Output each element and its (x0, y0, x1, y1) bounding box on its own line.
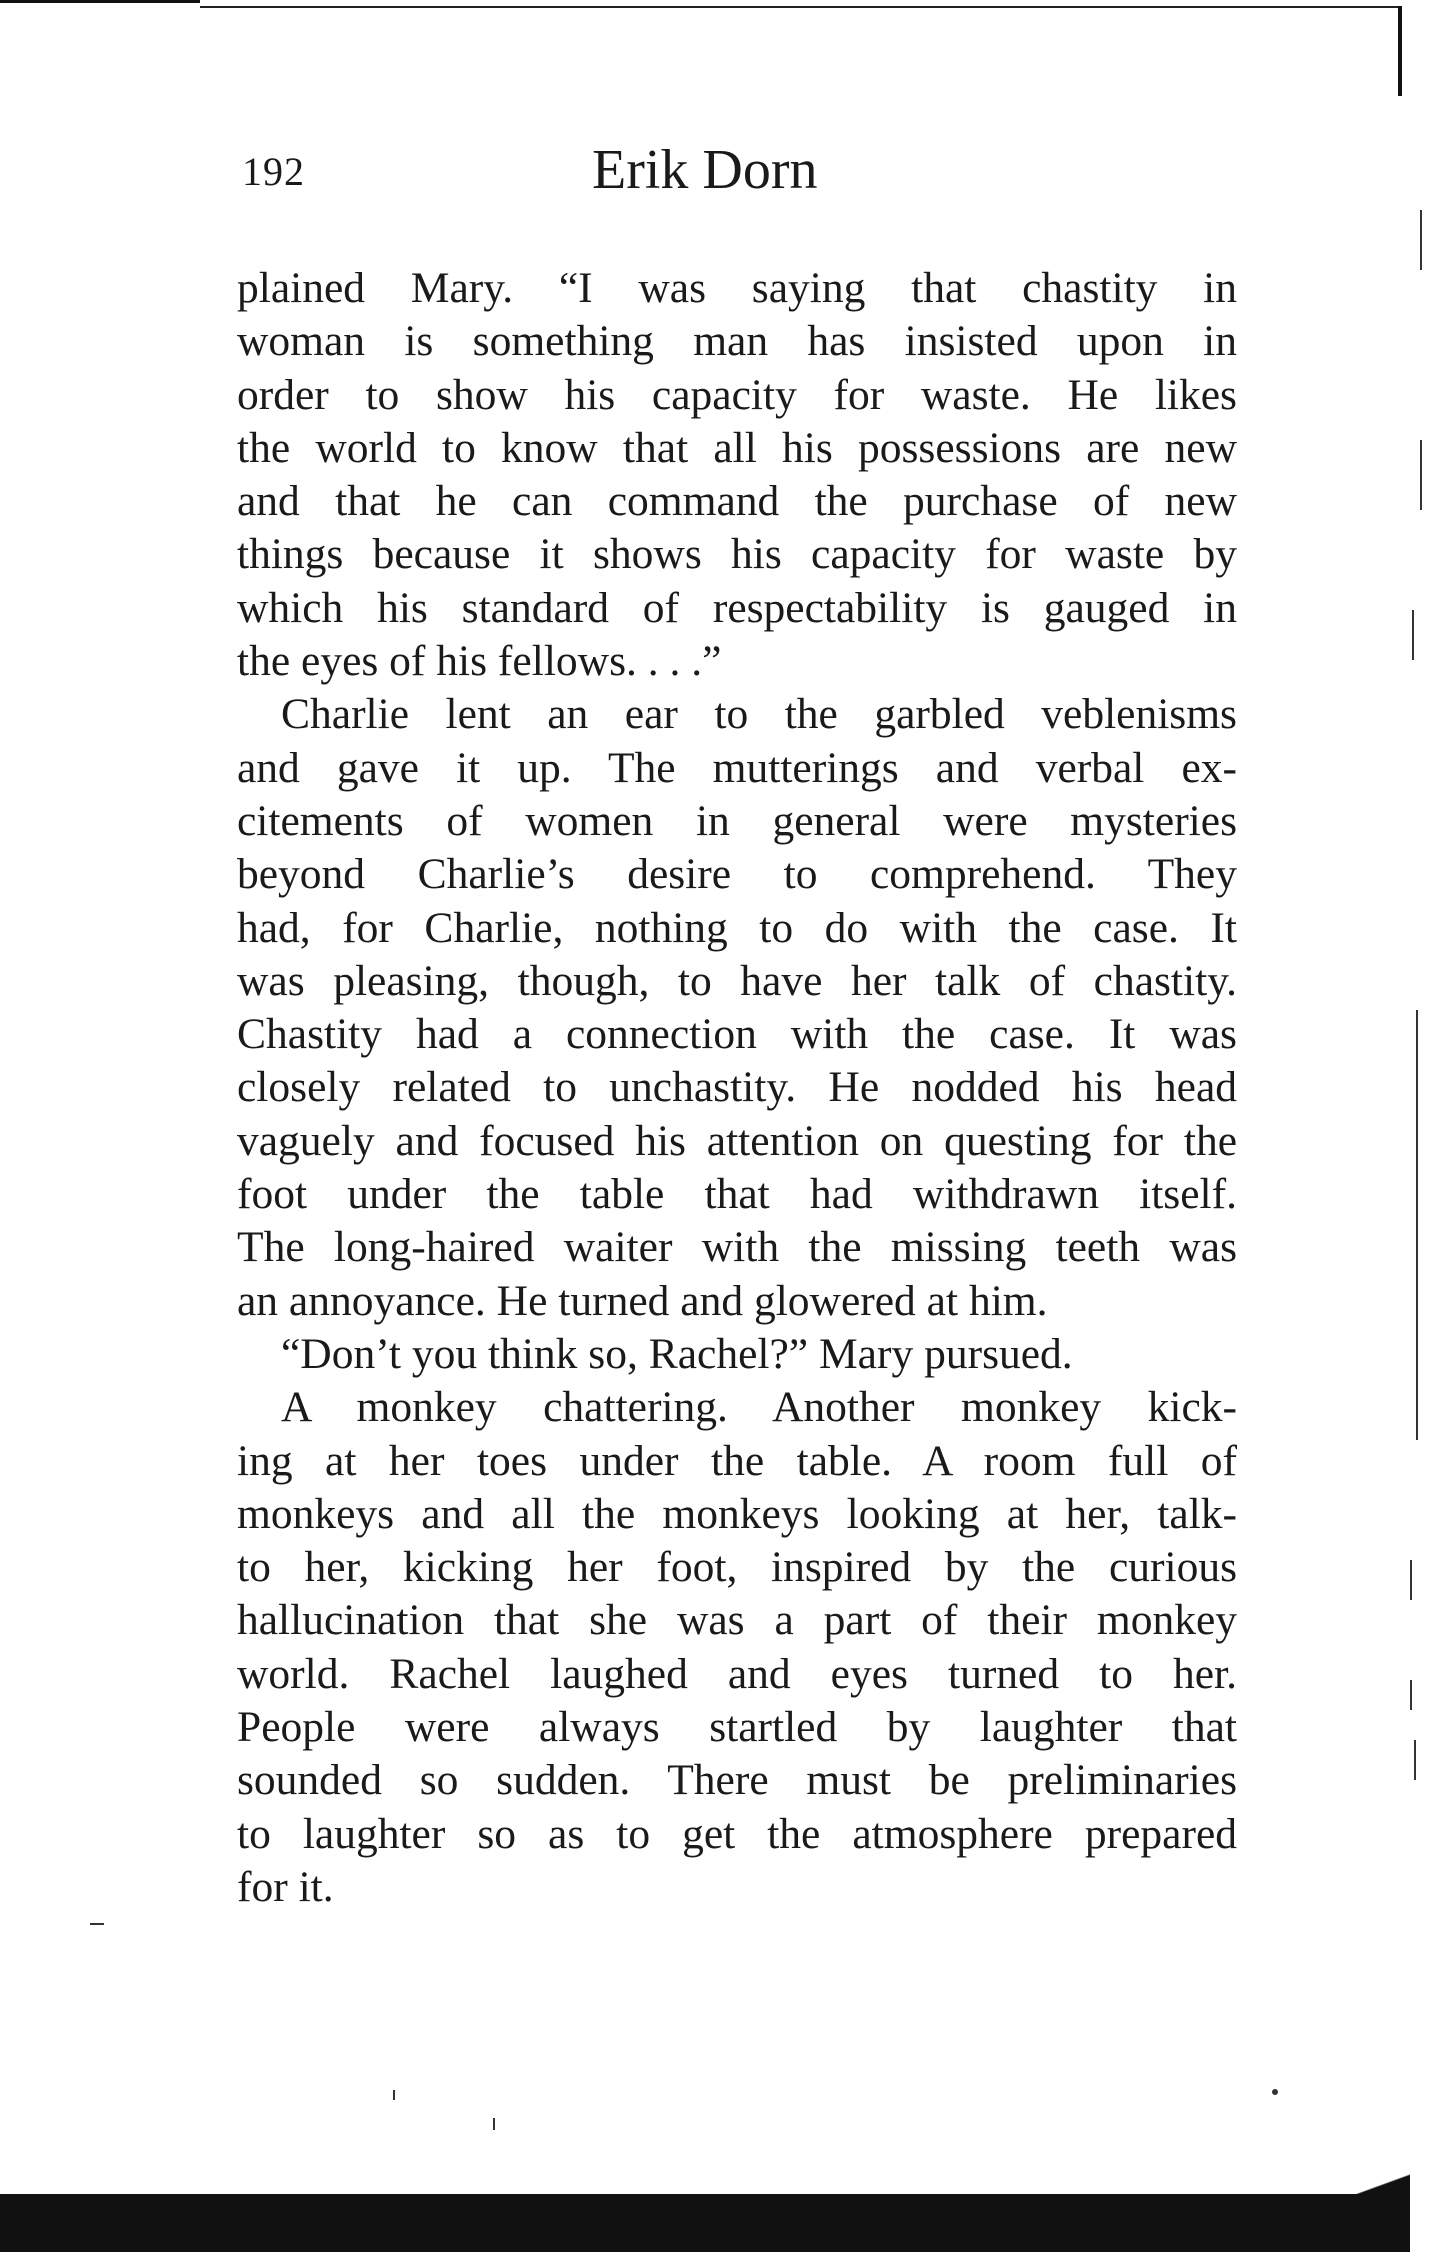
page-number: 192 (242, 149, 305, 194)
text-line: which his standard of respectability is gauged in (237, 583, 1237, 632)
text-line: vaguely and focused his attention on questing for the (237, 1116, 1237, 1165)
text-line: “Don’t you think so, Rachel?” Mary pursued. (281, 1329, 1073, 1378)
text-line: order to show his capacity for waste. He likes (237, 370, 1237, 419)
text-line: citements of women in general were mysteries (237, 796, 1237, 845)
text-line: Charlie lent an ear to the garbled veblenisms (281, 690, 1237, 739)
scan-speck (90, 1923, 104, 1925)
bottom-edge-band-corner (1300, 2150, 1410, 2252)
text-line: ing at her toes under the table. A room full of (237, 1436, 1237, 1485)
body-text (237, 262, 1237, 1914)
text-line: an annoyance. He turned and glowered at him. (237, 1276, 1048, 1325)
text-line: monkeys and all the monkeys looking at her, talk- (237, 1489, 1237, 1538)
running-header (232, 138, 1232, 208)
top-edge-rule-secondary (200, 6, 1400, 8)
text-line: sounded so sudden. There must be preliminaries (237, 1756, 1237, 1805)
text-line: and that he can command the purchase of new (237, 477, 1237, 526)
text-line: to laughter so as to get the atmosphere prepared (237, 1809, 1237, 1858)
text-line: People were always startled by laughter that (237, 1703, 1237, 1752)
scan-speck (493, 2118, 495, 2130)
text-line: the world to know that all his possessions are new (237, 423, 1237, 472)
page-corner-mark (1398, 6, 1402, 96)
bottom-edge-band (0, 2194, 1400, 2252)
text-line: to her, kicking her foot, inspired by the curious (237, 1543, 1237, 1592)
scan-speck (393, 2090, 395, 2100)
text-line: A monkey chattering. Another monkey kick- (281, 1383, 1237, 1432)
text-line: and gave it up. The mutterings and verbal ex- (237, 743, 1237, 792)
top-edge-rule (0, 0, 200, 3)
text-line: beyond Charlie’s desire to comprehend. They (237, 850, 1237, 899)
text-line: for it. (237, 1862, 334, 1911)
text-line: foot under the table that had withdrawn itself. (237, 1170, 1237, 1219)
book-title: Erik Dorn (592, 139, 818, 201)
text-line: was pleasing, though, to have her talk of chastity. (237, 956, 1237, 1005)
text-line: the eyes of his fellows. . . .” (237, 637, 722, 686)
text-line: had, for Charlie, nothing to do with the case. It (237, 903, 1237, 952)
text-line: Chastity had a connection with the case. It was (237, 1010, 1237, 1059)
text-line: hallucination that she was a part of their monkey (237, 1596, 1237, 1645)
text-line: things because it shows his capacity for waste by (237, 530, 1237, 579)
text-line: world. Rachel laughed and eyes turned to her. (237, 1649, 1237, 1698)
text-line: The long-haired waiter with the missing teeth was (237, 1223, 1237, 1272)
text-line: woman is something man has insisted upon in (237, 317, 1237, 366)
text-line: plained Mary. “I was saying that chastity in (237, 264, 1237, 312)
scan-speck (1272, 2089, 1278, 2095)
text-line: closely related to unchastity. He nodded his head (237, 1063, 1237, 1112)
